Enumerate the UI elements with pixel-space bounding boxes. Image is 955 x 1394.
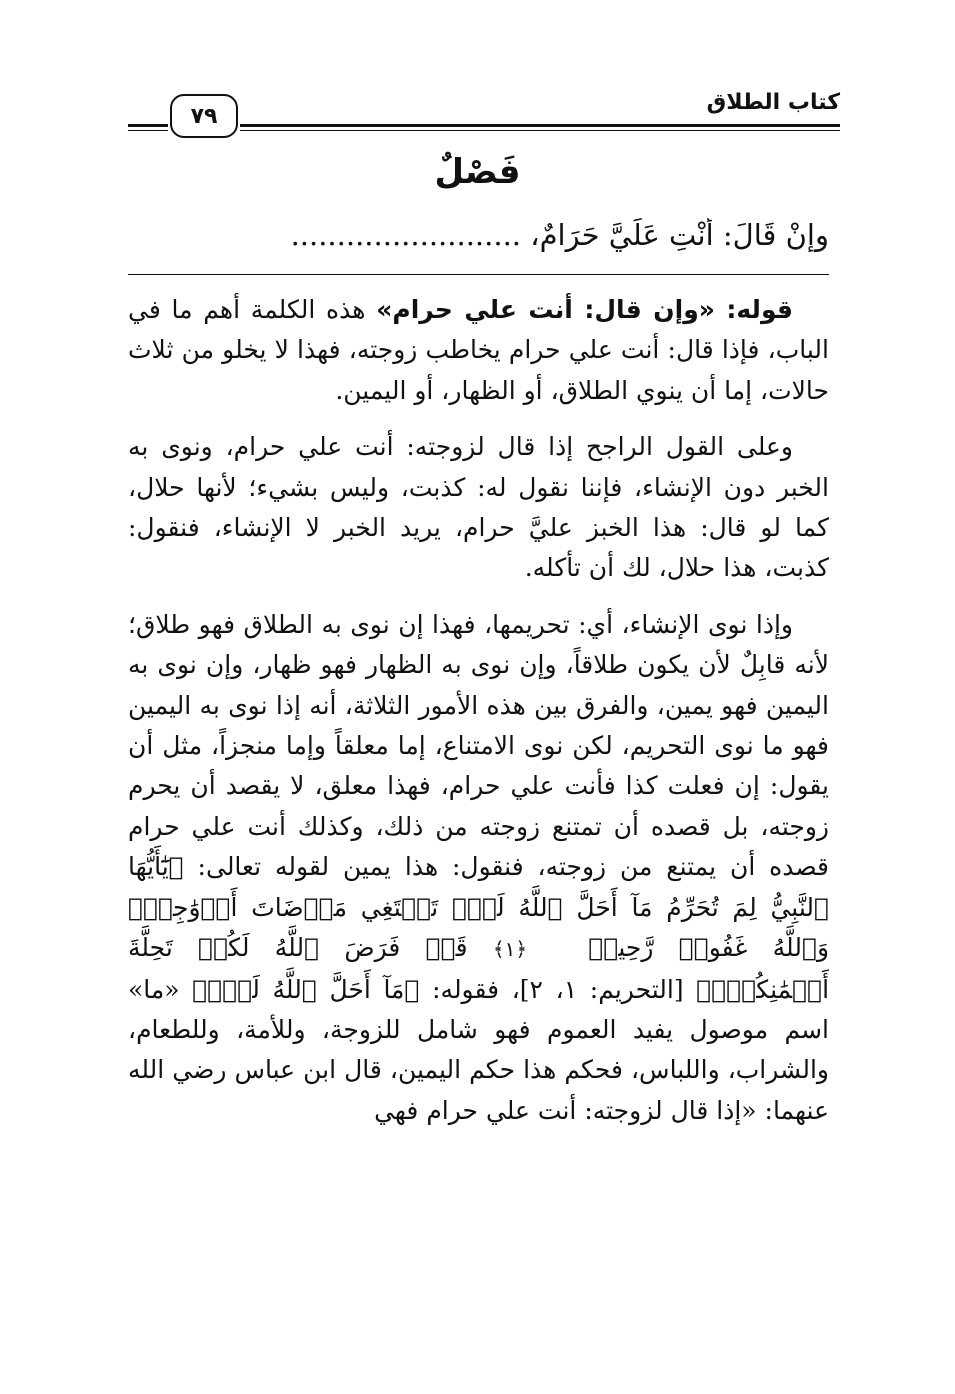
page-number: ٧٩ [170, 94, 238, 138]
matn-divider [128, 274, 829, 275]
paragraph-3-text-before: وإذا نوى الإنشاء، أي: تحريمها، فهذا إن نوى به الطلاق فهو طلاق؛ لأنه قابِلٌ لأن يكون طلاقاً، وإن نوى به الظهار فهو ظهار، وإن نوى به اليمين فهو يمين، والفرق بين هذه الأمور الثلاثة، أنه إذا نوى به اليمين فهو ما نوى التحريم، لكن نوى الامتناع، إما معلقاً وإما منجزاً، مثل أن يقول: إن فعلت كذا فأنت علي حرام، فهذا معلق، لا يقصد أن يحرم زوجته، بل قصده أن تمتنع زوجته من ذلك، وكذلك أنت علي حرام قصده أن يمتنع من زوجته، فنقول: هذا يمين لقوله تعالى: [128, 609, 829, 882]
matn-line: وإنْ قَالَ: أَنْتِ عَلَيَّ حَرَامٌ، ......................... [290, 218, 829, 252]
header-rule-left [128, 124, 168, 127]
header-rule [240, 124, 840, 127]
section-title: فَصْلٌ [434, 152, 521, 192]
paragraph-3 [128, 605, 829, 1131]
quran-verse-1: ﴿يَٰٓأَيُّهَا ٱلنَّبِيُّ لِمَ تُحَرِّمُ مَآ أَحَلَّ ٱللَّهُ لَكَۖ تَبۡتَغِي مَرۡضَاتَ أَزۡوَٰجِكَۚ وَٱللَّهُ غَفُورٞ رَّحِيمٞ [128, 852, 830, 963]
verse-number-marker: ﴿١﴾ [492, 937, 528, 962]
surah-reference: [التحريم: ١، ٢]، فقوله: [419, 974, 697, 1004]
book-title: كتاب الطلاق [706, 90, 840, 115]
paragraph-1 [128, 290, 829, 411]
quran-verse-3: ﴿مَآ أَحَلَّ ٱللَّهُ لَكَۖ﴾ [192, 974, 420, 1004]
commentary-body [128, 290, 829, 1147]
paragraph-2: وعلى القول الراجح إذا قال لزوجته: أنت علي حرام، ونوى به الخبر دون الإنشاء، فإننا نقول له: كذبت، وليس بشيء؛ لأنها حلال، كما لو قال: هذا الخبز عليَّ حرام، يريد الخبر لا الإنشاء، فنقول: كذبت، هذا حلال، لك أن تأكله. [128, 432, 829, 583]
page-header [128, 88, 840, 140]
paragraph-3-text-after: «ما» اسم موصول يفيد العموم فهو شامل للزوجة، وللأمة، وللطعام، والشراب، واللباس، فحكم هذا حكم اليمين، قال ابن عباس رضي الله عنهما: «إذا قال لزوجته: أنت علي حرام فهي [128, 974, 829, 1125]
quoted-matn-lead: قوله: «وإن قال: أنت علي حرام» [376, 295, 793, 324]
header-rule-thin [240, 130, 840, 131]
quran-verse-2: قَدۡ فَرَضَ ٱللَّهُ لَكُمۡ تَحِلَّةَ أَيۡمَٰنِكُمۡۚ﴾ [128, 933, 830, 1004]
paragraph-1-text: هذه الكلمة أهم ما في الباب، فإذا قال: أنت علي حرام يخاطب زوجته، فهذا لا يخلو من ثلاث حالات، إما أن ينوي الطلاق، أو الظهار، أو اليمين. [128, 295, 829, 405]
header-rule-left-thin [128, 130, 168, 131]
